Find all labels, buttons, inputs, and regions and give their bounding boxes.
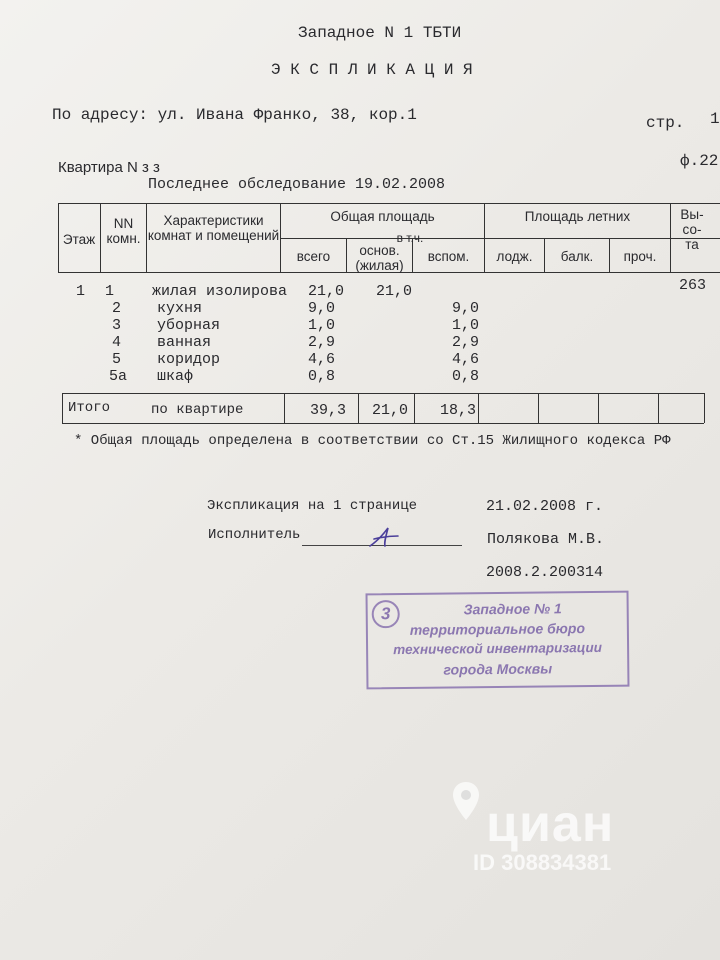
last-survey: Последнее обследование 19.02.2008 <box>148 176 446 193</box>
stamp-number: 3 <box>372 600 400 628</box>
row-main: 21,0 <box>376 283 413 300</box>
page-label: стр. <box>646 114 685 132</box>
row-name: жилая изолирова <box>152 283 288 300</box>
totals-aux: 18,3 <box>440 402 477 419</box>
watermark-brand: циан <box>486 795 615 853</box>
row-aux: 9,0 <box>452 300 480 317</box>
apartment-number: Квартира N з з <box>58 159 160 176</box>
watermark-id: ID 308834381 <box>473 850 612 875</box>
header-characteristics: Характеристики комнат и помещений <box>147 213 280 243</box>
row-name: шкаф <box>157 368 194 385</box>
row-total: 0,8 <box>308 368 336 385</box>
form-number: ф.22 <box>680 152 719 170</box>
row-name: ванная <box>157 334 212 351</box>
header-summer-area: Площадь летних <box>524 209 631 224</box>
row-aux: 0,8 <box>452 368 480 385</box>
header-total-area: Общая площадь <box>330 209 435 224</box>
row-height: 263 <box>679 277 707 294</box>
header-total: всего <box>296 249 331 264</box>
row-aux: 1,0 <box>452 317 480 334</box>
footnote: * Общая площадь определена в соответствии со Ст.15 Жилищного кодекса РФ <box>74 433 671 449</box>
page-number: 1 <box>710 110 720 128</box>
document-title: Э К С П Л И К А Ц И Я <box>271 61 473 79</box>
row-room-no: 5а <box>109 368 128 385</box>
header-height: Вы- со- та <box>680 207 704 252</box>
row-room-no: 2 <box>112 300 122 317</box>
totals-main: 21,0 <box>372 402 409 419</box>
address: По адресу: ул. Ивана Франко, 38, кор.1 <box>52 106 417 124</box>
header-floor: Этаж <box>62 232 96 247</box>
row-room-no: 3 <box>112 317 122 334</box>
row-total: 1,0 <box>308 317 336 334</box>
location-pin-icon <box>450 780 482 824</box>
executor-label: Исполнитель <box>208 527 301 543</box>
stamp-line-2: территориальное бюро <box>409 620 586 638</box>
row-name: уборная <box>157 317 221 334</box>
row-total: 4,6 <box>308 351 336 368</box>
totals-label: Итого <box>68 400 111 416</box>
row-aux: 4,6 <box>452 351 480 368</box>
row-room-no: 5 <box>112 351 122 368</box>
row-name: кухня <box>157 300 203 317</box>
executor-name: Полякова М.В. <box>487 531 605 548</box>
pages-count: Экспликация на 1 странице <box>207 498 418 514</box>
totals-total: 39,3 <box>310 402 347 419</box>
header-main: основ. (жилая) <box>355 243 404 273</box>
bureau-name: Западное N 1 ТБТИ <box>298 24 462 42</box>
row-total: 2,9 <box>308 334 336 351</box>
header-other: проч. <box>623 249 657 264</box>
bti-stamp <box>366 591 630 690</box>
header-incl: в т.ч. <box>396 231 424 245</box>
registration-number: 2008.2.200314 <box>486 564 604 581</box>
stamp-line-1: Западное № 1 <box>463 600 562 618</box>
row-total: 9,0 <box>308 300 336 317</box>
header-room-no: NN комн. <box>106 216 141 246</box>
row-name: коридор <box>157 351 221 368</box>
stamp-line-4: города Москвы <box>443 660 553 678</box>
header-balcony: балк. <box>560 249 594 264</box>
row-room-no: 1 <box>105 283 115 300</box>
row-floor: 1 <box>76 283 86 300</box>
stamp-line-3: технической инвентаризации <box>393 639 603 658</box>
signoff-date: 21.02.2008 г. <box>486 498 604 515</box>
row-total: 21,0 <box>308 283 345 300</box>
header-loggia: лодж. <box>496 249 533 264</box>
signature-mark <box>366 524 402 550</box>
row-aux: 2,9 <box>452 334 480 351</box>
header-aux: вспом. <box>427 249 470 264</box>
totals-label-2: по квартире <box>151 402 244 418</box>
row-room-no: 4 <box>112 334 122 351</box>
